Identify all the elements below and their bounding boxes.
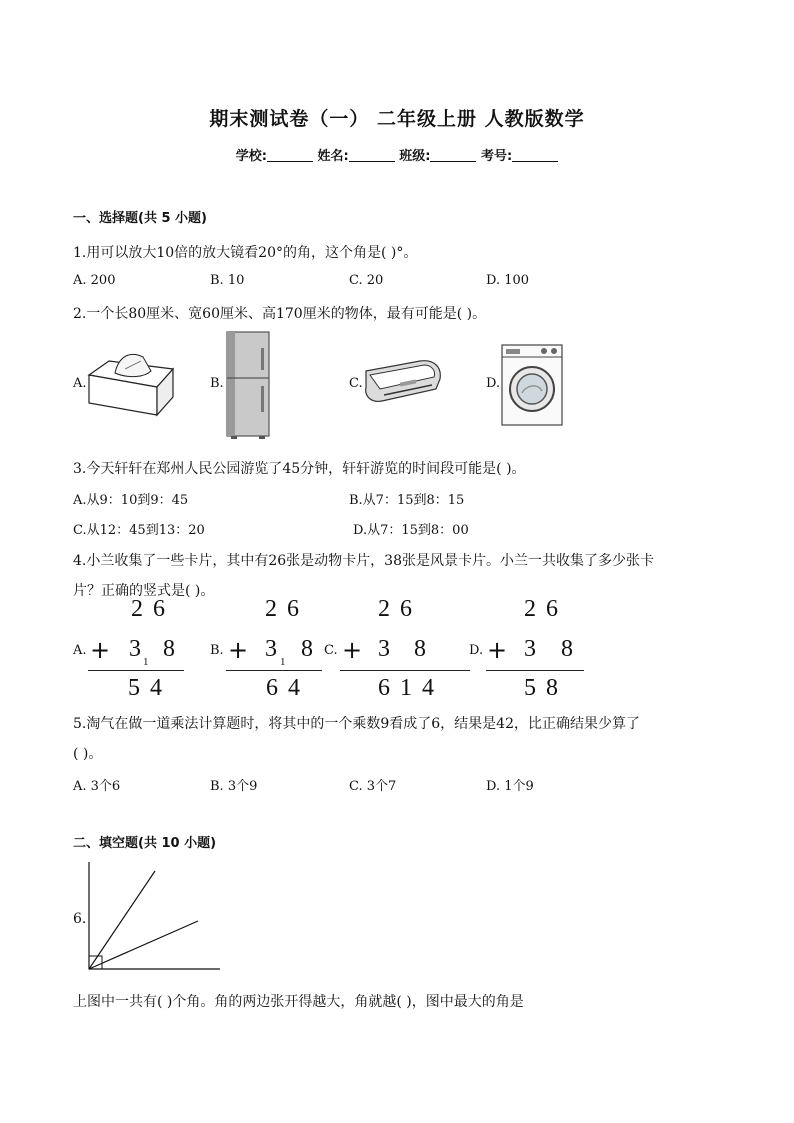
question-6-number: 6. [73,911,87,927]
air-conditioner-icon [362,357,444,407]
q4-d-line [486,670,584,671]
q4-d-addend-top: 2 6 [524,596,558,622]
q4-a-carry: 1 [143,656,149,668]
q5-option-b[interactable]: B. 3个9 [210,779,258,794]
q1-option-c[interactable]: C. 20 [349,273,384,288]
q4-c-addend-tens: 3 [378,636,390,662]
section-heading-choice: 一、选择题(共 5 小题) [73,211,207,226]
question-6-text: 上图中一共有( )个角。角的两边张开得越大，角就越( )，图中最大的角是 [73,994,524,1010]
q4-d-addend-ones: 8 [561,636,573,662]
number-label: 考号: [481,149,513,164]
q3-option-d[interactable]: D.从7：15到8：00 [353,523,469,538]
q3-option-c[interactable]: C.从12：45到13：20 [73,523,205,538]
q4-c-line [340,670,470,671]
q2-option-a-label[interactable]: A. [73,376,87,391]
page-title: 期末测试卷（一） 二年级上册 人教版数学 [209,108,585,130]
student-info-line [0,145,794,164]
q4-a-addend-ones: 8 [163,636,175,662]
q4-c-plus-sign: + [342,636,363,664]
q4-c-addend-ones: 8 [414,636,426,662]
question-5-line2: ( )。 [73,746,103,762]
angle-figure [85,862,225,974]
tissue-box-icon [85,347,177,417]
q3-option-b[interactable]: B.从7：15到8：15 [349,493,465,508]
q4-d-result: 5 8 [524,675,558,701]
question-4-line2: 片？正确的竖式是( )。 [73,583,215,599]
question-3: 3.今天轩轩在郑州人民公园游览了45分钟，轩轩游览的时间段可能是( )。 [73,461,526,477]
q4-a-plus-sign: + [90,636,111,664]
q4-c-addend-top: 2 6 [378,596,412,622]
school-label: 学校: [235,149,267,164]
q1-option-a[interactable]: A. 200 [73,273,116,288]
q5-option-d[interactable]: D. 1个9 [486,779,534,794]
name-blank[interactable] [349,147,395,162]
q4-b-addend-ones: 8 [301,636,313,662]
question-4-line1: 4.小兰收集了一些卡片，其中有26张是动物卡片，38张是风景卡片。小兰一共收集了多少张卡 [73,553,654,569]
question-1: 1.用可以放大10倍的放大镜看20°的角，这个角是( )°。 [73,245,418,261]
q2-option-c-label[interactable]: C. [349,376,363,391]
q4-d-addend-tens: 3 [524,636,536,662]
refrigerator-icon [223,330,273,440]
q3-option-a[interactable]: A.从9：10到9：45 [73,493,189,508]
q4-b-plus-sign: + [228,636,249,664]
q4-b-addend-top: 2 6 [265,596,299,622]
q4-b-line [226,670,322,671]
section-heading-fill: 二、填空题(共 10 小题) [73,836,217,851]
q4-option-a-label[interactable]: A. [73,643,87,658]
q1-option-b[interactable]: B. 10 [210,273,245,288]
q4-a-line [88,670,184,671]
number-blank[interactable] [512,147,558,162]
q4-b-carry: 1 [280,656,286,668]
q4-d-plus-sign: + [487,636,508,664]
washing-machine-icon [500,343,564,427]
question-2-text: 2.一个长80厘米、宽60厘米、高170厘米的物体，最有可能是( )。 [73,306,487,322]
q2-option-b-label[interactable]: B. [210,376,224,391]
q4-a-addend-tens: 3 [129,636,141,662]
class-label: 班级: [399,149,431,164]
q1-option-d[interactable]: D. 100 [486,273,530,288]
q5-option-c[interactable]: C. 3个7 [349,779,397,794]
q4-option-c-label[interactable]: C. [324,643,338,658]
q4-c-result: 6 1 4 [378,675,434,701]
name-label: 姓名: [317,149,349,164]
q4-b-addend-tens: 3 [265,636,277,662]
q4-a-addend-top: 2 6 [131,596,165,622]
question-5-line1: 5.淘气在做一道乘法计算题时，将其中的一个乘数9看成了6，结果是42，比正确结果少算了 [73,716,640,732]
q4-a-result: 5 4 [128,675,162,701]
q4-b-result: 6 4 [266,675,300,701]
school-blank[interactable] [267,147,313,162]
q4-option-b-label[interactable]: B. [210,643,224,658]
class-blank[interactable] [430,147,476,162]
q2-option-d-label[interactable]: D. [486,376,501,391]
q4-option-d-label[interactable]: D. [469,643,484,658]
q5-option-a[interactable]: A. 3个6 [73,779,121,794]
